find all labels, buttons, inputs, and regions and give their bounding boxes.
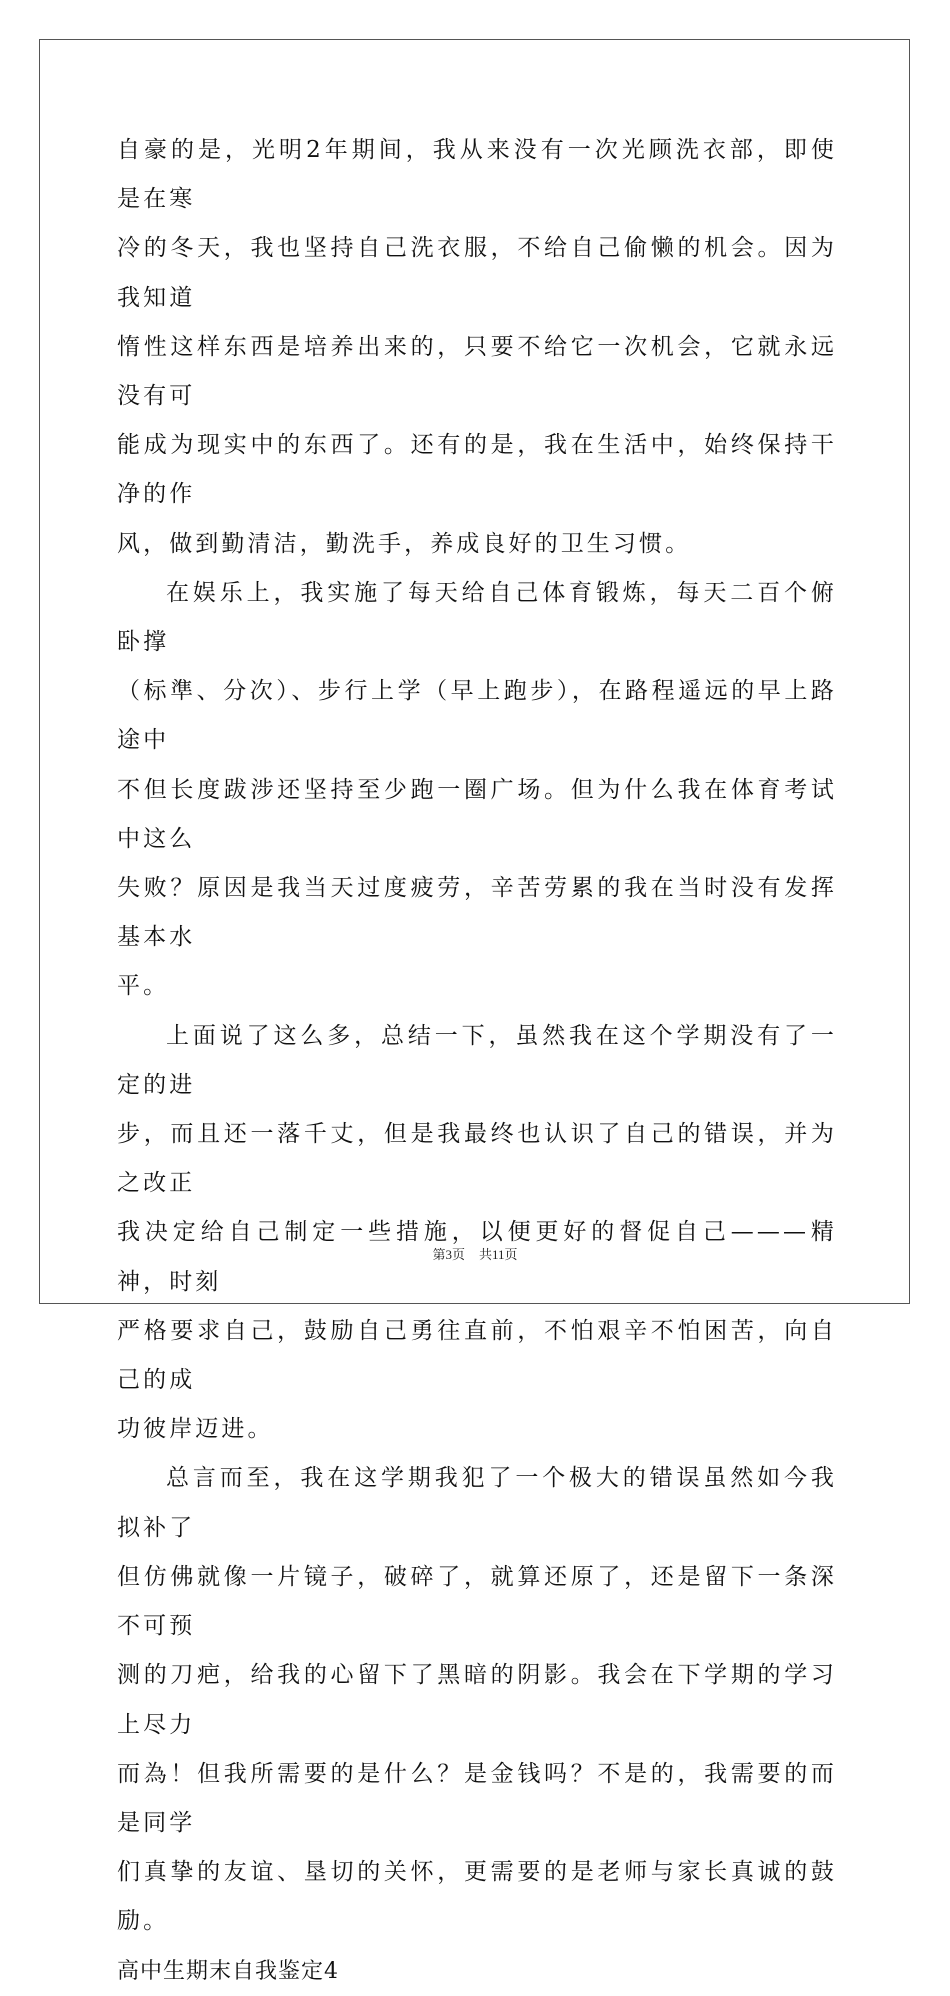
paragraph-4: 总言而至，我在这学期我犯了一个极大的错误虽然如今我拟补了 但仿佛就像一片镜子，破碎了，就算还原了，还是留下一条深不可预 测的刀疤，给我的心留下了黑暗的阴影。我会在下学期的学习上尽力 而為！但我所需要的是什么？是金钱吗？不是的，我需要的而是同学 们真挚的友谊、垦切的关怀，更需要的是老师与家长真诚的鼓励。 xyxy=(117,1465,837,1935)
section-heading: 高中生期末自我鉴定4 xyxy=(117,1958,339,1984)
paragraph-1: 自豪的是，光明2年期间，我从来没有一次光顾洗衣部，即使是在寒 冷的冬天，我也坚持自己洗衣服，不给自己偷懒的机会。因为我知道 惰性这样东西是培养出来的，只要不给它一次机会，它就永远没有可 能成为现实中的东西了。还有的是，我在生活中，始终保持干净的作 风，做到勤清洁，勤洗手，养成良好的卫生习惯。 xyxy=(117,137,837,557)
document-body xyxy=(117,126,837,1996)
page-number: 第3页 xyxy=(432,1247,465,1262)
page-total: 共11页 xyxy=(478,1247,518,1262)
paragraph-2: 在娱乐上，我实施了每天给自己体育锻炼，每天二百个俯卧撑 （标準、分次）、步行上学（早上跑步），在路程遥远的早上路途中 不但长度跋涉还坚持至少跑一圈广场。但为什么我在体育考试中这么 失败？原因是我当天过度疲劳，辛苦劳累的我在当时没有发挥基本水 平。 xyxy=(117,579,837,1000)
page-footer xyxy=(0,1244,950,1263)
paragraph-3: 上面说了这么多，总结一下，虽然我在这个学期没有了一定的进 步，而且还一落千丈，但是我最终也认识了自己的错误，并为之改正 我决定给自己制定一些措施，以便更好的督促自己———精神，时刻 严格要求自己，鼓励自己勇往直前，不怕艰辛不怕困苦，向自己的成 功彼岸迈进。 xyxy=(117,1022,837,1443)
